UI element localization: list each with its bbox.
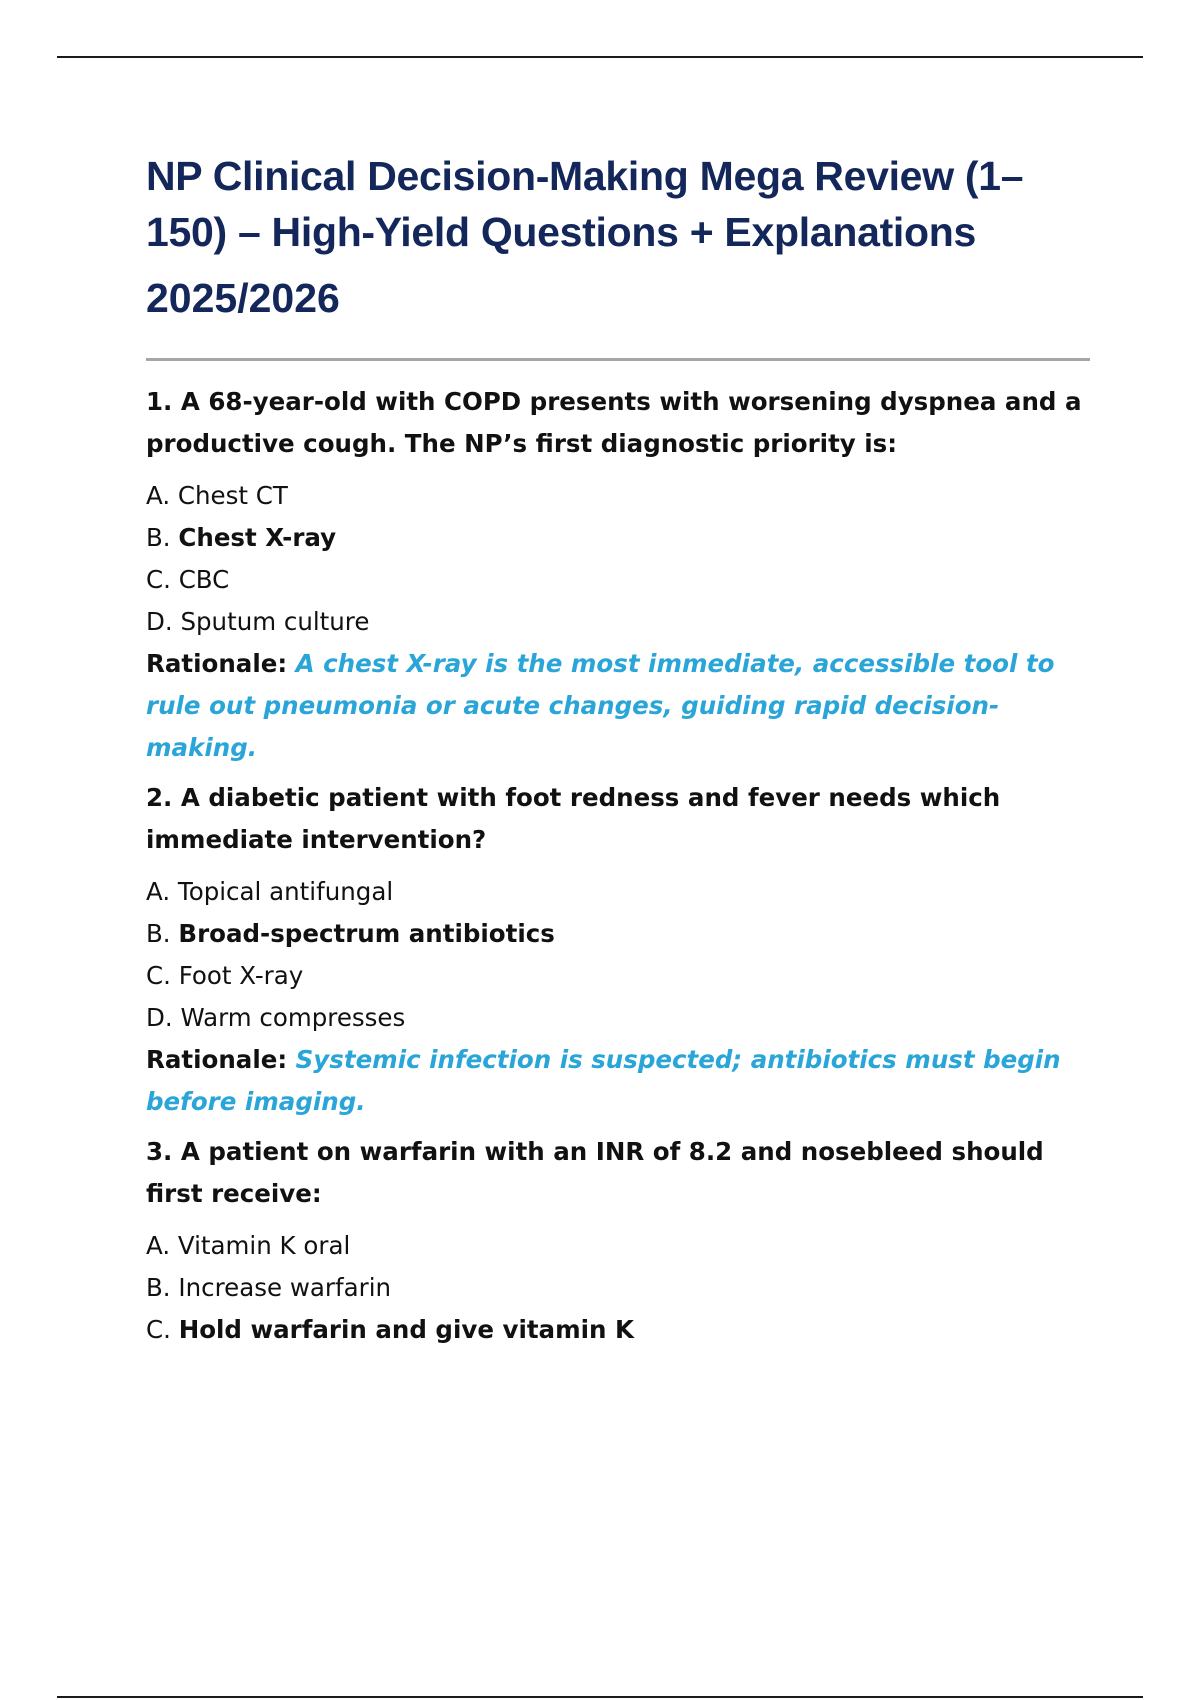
rationale-label: Rationale: [146, 1045, 296, 1074]
option-letter: D. [146, 1003, 181, 1032]
option-letter: A. [146, 1231, 178, 1260]
option-text: Sputum culture [180, 607, 370, 636]
rationale-text: Systemic infection is suspected; antibiotics must begin before imaging. [146, 1045, 1061, 1116]
option-letter: B. [146, 1273, 179, 1302]
option-text: Foot X-ray [178, 961, 304, 990]
option-text: CBC [178, 565, 230, 594]
option-text: Warm compresses [180, 1003, 406, 1032]
option-text: Topical antifungal [177, 877, 394, 906]
question-1 [146, 381, 1090, 769]
option-letter: B. [146, 523, 179, 552]
option-letter: C. [146, 961, 179, 990]
document-title: NP Clinical Decision-Making Mega Review (1–150) – High-Yield Questions + Explanations [146, 153, 1024, 255]
option-letter: A. [146, 877, 178, 906]
option-text-correct: Chest X-ray [178, 523, 337, 552]
question-2-option-c [146, 955, 1090, 997]
option-text: Chest CT [177, 481, 288, 510]
question-2-rationale [146, 1039, 1090, 1123]
question-3-option-a [146, 1225, 1090, 1267]
question-3-text: 3. A patient on warfarin with an INR of 8.2 and nosebleed should first receive: [146, 1137, 1044, 1208]
document-year: 2025/2026 [146, 275, 340, 321]
question-1-option-a [146, 475, 1090, 517]
question-1-option-b [146, 517, 1090, 559]
question-2-option-d [146, 997, 1090, 1039]
page-bottom-rule [57, 1696, 1143, 1698]
question-1-rationale [146, 643, 1090, 769]
rationale-label: Rationale: [146, 649, 296, 678]
question-2 [146, 777, 1090, 1123]
option-letter: C. [146, 1315, 179, 1344]
option-letter: C. [146, 565, 179, 594]
option-text-correct: Hold warfarin and give vitamin K [178, 1315, 634, 1344]
option-text: Increase warfarin [178, 1273, 392, 1302]
question-1-text: 1. A 68-year-old with COPD presents with worsening dyspnea and a productive cough. The NP’s first diagnostic priority is: [146, 387, 1082, 458]
title-divider [146, 358, 1090, 361]
question-1-option-c [146, 559, 1090, 601]
option-text-correct: Broad-spectrum antibiotics [178, 919, 555, 948]
option-text: Vitamin K oral [177, 1231, 351, 1260]
option-letter: B. [146, 919, 179, 948]
question-2-option-a [146, 871, 1090, 913]
option-letter: A. [146, 481, 178, 510]
question-3 [146, 1131, 1090, 1351]
question-2-options [146, 871, 1090, 1039]
question-3-option-b [146, 1267, 1090, 1309]
question-3-option-c [146, 1309, 1090, 1351]
question-1-options [146, 475, 1090, 643]
option-letter: D. [146, 607, 181, 636]
question-1-option-d [146, 601, 1090, 643]
page-top-rule [57, 56, 1143, 58]
question-2-text: 2. A diabetic patient with foot redness and fever needs which immediate intervention? [146, 783, 1001, 854]
question-3-options [146, 1225, 1090, 1351]
document-body [146, 148, 1090, 1351]
question-2-option-b [146, 913, 1090, 955]
rationale-text: A chest X-ray is the most immediate, accessible tool to rule out pneumonia or acute changes, guiding rapid decision-making. [146, 649, 1055, 762]
